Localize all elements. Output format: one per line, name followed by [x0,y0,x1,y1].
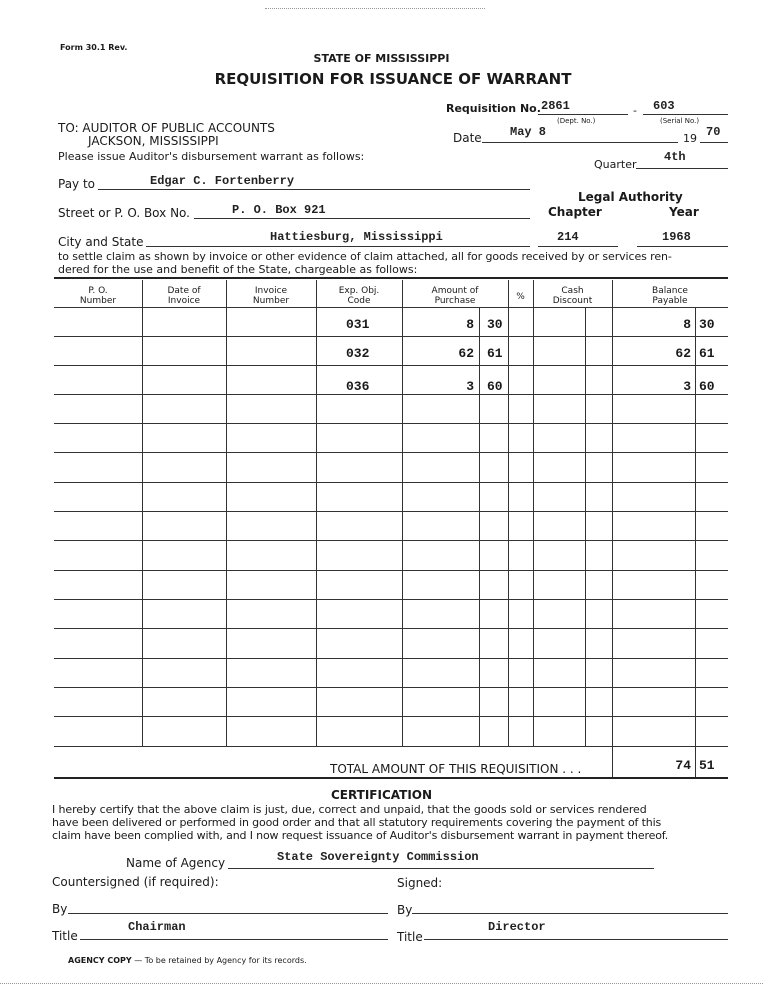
quarter-line [636,168,728,169]
settle-text-1: to settle claim as shown by invoice or other evidence of claim attached, all for goods received by or services ren- [58,250,672,263]
certification-text-3: claim have been complied with, and I now request issuance of Auditor's disbursement warrant in payment thereof. [52,829,669,842]
settle-text-2: dered for the use and benefit of the State, chargeable as follows: [58,263,418,276]
street-line [194,218,530,219]
row-rule [54,746,728,747]
requisition-dept-line [538,114,628,115]
certification-title: CERTIFICATION [330,788,433,802]
row-rule [54,423,728,424]
state-name: STATE OF MISSISSIPPI [313,52,450,65]
street-value: P. O. Box 921 [232,203,326,217]
legal-authority-label: Legal Authority [578,190,683,204]
agency-copy-note [68,956,307,965]
year-prefix: 19 [683,132,697,145]
agency-label: Name of Agency [126,856,226,870]
street-label: Street or P. O. Box No. [58,206,190,220]
column-rule [533,280,534,747]
date-value: May 8 [510,125,547,139]
by-label-right: By [397,903,413,917]
chapter-value: 214 [557,230,579,244]
row-rule [54,336,728,337]
title-right-value: Director [488,920,546,934]
pay-to-line [98,189,530,190]
row-balance-dollars: 8 [683,317,691,332]
countersigned-label: Countersigned (if required): [52,875,219,889]
row-amount-dollars: 3 [466,379,474,394]
bottom-edge-mark [0,983,763,984]
row-rule [54,482,728,483]
column-rule [142,280,143,747]
row-rule [54,716,728,717]
pay-to-value: Edgar C. Fortenberry [150,174,295,188]
form-id: Form 30.1 Rev. [60,43,128,52]
city-value: Hattiesburg, Mississippi [270,230,443,244]
table-bottom-rule [54,777,728,779]
date-label: Date [453,131,482,145]
agency-value: State Sovereignty Commission [277,850,479,864]
header-exp-code: Exp. Obj. Code [338,286,380,306]
cents-rule [585,308,586,747]
row-code: 036 [346,379,370,394]
row-amount-cents: 61 [487,346,503,361]
row-amount-dollars: 62 [458,346,474,361]
requisition-dash: - [633,104,637,117]
header-amount: Amount of Purchase [431,286,479,306]
requisition-label: Requisition No. [446,102,541,115]
title-label-right: Title [397,930,423,944]
row-balance-dollars: 3 [683,379,691,394]
row-rule [54,628,728,629]
please-issue-text: Please issue Auditor's disbursement warrant as follows: [58,150,365,163]
row-balance-dollars: 62 [675,346,691,361]
city-line [146,246,530,247]
row-amount-cents: 30 [487,317,503,332]
row-rule [54,599,728,600]
header-cash-discount: Cash Discount [552,286,593,306]
top-edge-mark [265,8,485,9]
quarter-label: Quarter [594,158,637,171]
title-line-right [424,939,728,940]
row-balance-cents: 61 [699,346,715,361]
year-value: 70 [706,125,721,139]
total-dollars: 74 [675,758,691,773]
pay-to-label: Pay to [58,177,96,191]
row-balance-cents: 60 [699,379,715,394]
total-cents: 51 [699,758,715,773]
to-line-1: TO: AUDITOR OF PUBLIC ACCOUNTS [58,121,275,135]
by-line-left [68,913,388,914]
agency-copy-label: AGENCY COPY [68,956,132,965]
row-balance-cents: 30 [699,317,715,332]
row-amount-cents: 60 [487,379,503,394]
header-po: P. O. Number [79,286,117,306]
row-rule [54,365,728,366]
certification-text-2: have been delivered or performed in good order and that all statutory requirements covering the payment of this [52,816,662,829]
column-rule [508,280,509,747]
row-rule [54,570,728,571]
year-line [700,142,728,143]
page-title: REQUISITION FOR ISSUANCE OF WARRANT [214,70,572,88]
cents-rule [695,308,696,777]
city-label: City and State [58,235,144,249]
title-left-value: Chairman [128,920,186,934]
row-code: 031 [346,317,370,332]
chapter-label: Chapter [548,205,602,219]
auth-year-line [637,246,728,247]
chapter-line [538,246,618,247]
cents-rule [479,308,480,747]
year-authority-label: Year [669,205,699,219]
row-rule [54,687,728,688]
agency-line [228,868,654,869]
requisition-dept-value: 2861 [541,99,570,113]
certification-text-1: I hereby certify that the above claim is just, due, correct and unpaid, that the goods sold or services rendered [52,803,647,816]
row-rule [54,540,728,541]
auth-year-value: 1968 [662,230,691,244]
serial-no-label: (Serial No.) [660,117,700,125]
requisition-serial-value: 603 [653,99,675,113]
agency-copy-text: — To be retained by Agency for its records. [134,956,307,965]
header-percent: % [516,292,525,302]
dept-no-label: (Dept. No.) [557,117,596,125]
by-label-left: By [52,902,68,916]
row-amount-dollars: 8 [466,317,474,332]
by-line-right [412,913,728,914]
header-date-invoice: Date of Invoice [167,286,201,306]
row-code: 032 [346,346,370,361]
total-label: TOTAL AMOUNT OF THIS REQUISITION . . . [330,762,582,776]
table-top-rule [54,277,728,279]
row-rule [54,511,728,512]
row-rule [54,452,728,453]
title-line-left [80,939,388,940]
column-rule [316,280,317,747]
column-rule [226,280,227,747]
title-label-left: Title [52,929,78,943]
row-rule [54,394,728,395]
row-rule [54,658,728,659]
requisition-serial-line [643,114,728,115]
to-line-2: JACKSON, MISSISSIPPI [88,134,219,148]
table-header-rule [54,307,728,308]
signed-label: Signed: [397,876,443,890]
header-balance: Balance Payable [652,286,688,306]
header-invoice-number: Invoice Number [252,286,290,306]
date-line [482,142,678,143]
quarter-value: 4th [664,150,686,164]
